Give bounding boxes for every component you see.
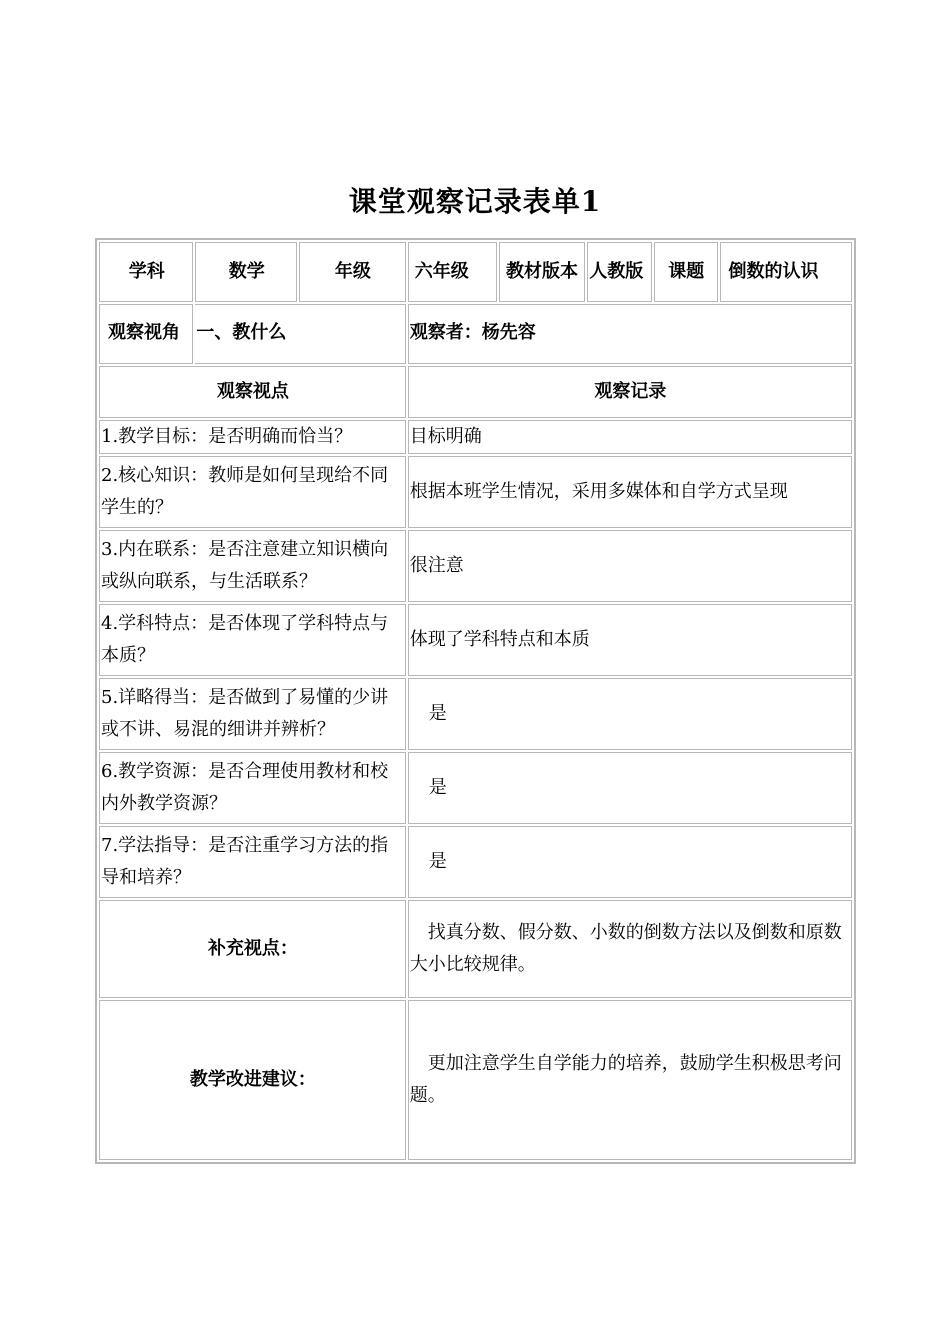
table-row: [99, 678, 852, 750]
page-title: 课堂观察记录表单1: [348, 185, 602, 218]
grade-value: 六年级: [408, 242, 497, 302]
row-point: 3.内在联系：是否注意建立知识横向或纵向联系，与生活联系？: [99, 530, 406, 602]
row-record: 是: [408, 826, 852, 898]
table-row: [99, 530, 852, 602]
suggestion-text: 更加注意学生自学能力的培养，鼓励学生积极思考问题。: [408, 1000, 852, 1160]
suggestion-row: [99, 1000, 852, 1160]
row-record: 是: [408, 678, 852, 750]
column-header-point: 观察视点: [99, 366, 406, 418]
row-record: 很注意: [408, 530, 852, 602]
header-row: [99, 242, 852, 302]
suggestion-label: 教学改进建议：: [99, 1000, 406, 1160]
row-point: 4.学科特点：是否体现了学科特点与本质？: [99, 604, 406, 676]
table-row: [99, 826, 852, 898]
perspective-value: 一、教什么: [195, 304, 405, 364]
row-point: 1.教学目标：是否明确而恰当？: [99, 420, 406, 454]
supplement-row: [99, 900, 852, 998]
supplement-text: 找真分数、假分数、小数的倒数方法以及倒数和原数大小比较规律。: [408, 900, 852, 998]
table-row: [99, 752, 852, 824]
column-header-row: [99, 366, 852, 418]
row-record: 体现了学科特点和本质: [408, 604, 852, 676]
table-row: [99, 456, 852, 528]
grade-label: 年级: [299, 242, 406, 302]
observation-table: [95, 238, 856, 1164]
table-row: [99, 420, 852, 454]
textbook-label: 教材版本: [499, 242, 585, 302]
column-header-record: 观察记录: [408, 366, 852, 418]
row-point: 2.核心知识：教师是如何呈现给不同学生的？: [99, 456, 406, 528]
topic-value: 倒数的认识: [720, 242, 852, 302]
supplement-label: 补充视点：: [99, 900, 406, 998]
row-point: 7.学法指导：是否注重学习方法的指导和培养？: [99, 826, 406, 898]
row-record: 是: [408, 752, 852, 824]
row-record: 目标明确: [408, 420, 852, 454]
table-row: [99, 604, 852, 676]
subject-label: 学科: [99, 242, 193, 302]
row-record: 根据本班学生情况，采用多媒体和自学方式呈现: [408, 456, 852, 528]
topic-label: 课题: [654, 242, 718, 302]
subject-value: 数学: [195, 242, 297, 302]
perspective-row: [99, 304, 852, 364]
textbook-value: 人教版: [587, 242, 652, 302]
perspective-label: 观察视角: [99, 304, 193, 364]
row-point: 6.教学资源：是否合理使用教材和校内外教学资源？: [99, 752, 406, 824]
row-point: 5.详略得当：是否做到了易懂的少讲或不讲、易混的细讲并辨析？: [99, 678, 406, 750]
observer: 观察者：杨先容: [408, 304, 852, 364]
